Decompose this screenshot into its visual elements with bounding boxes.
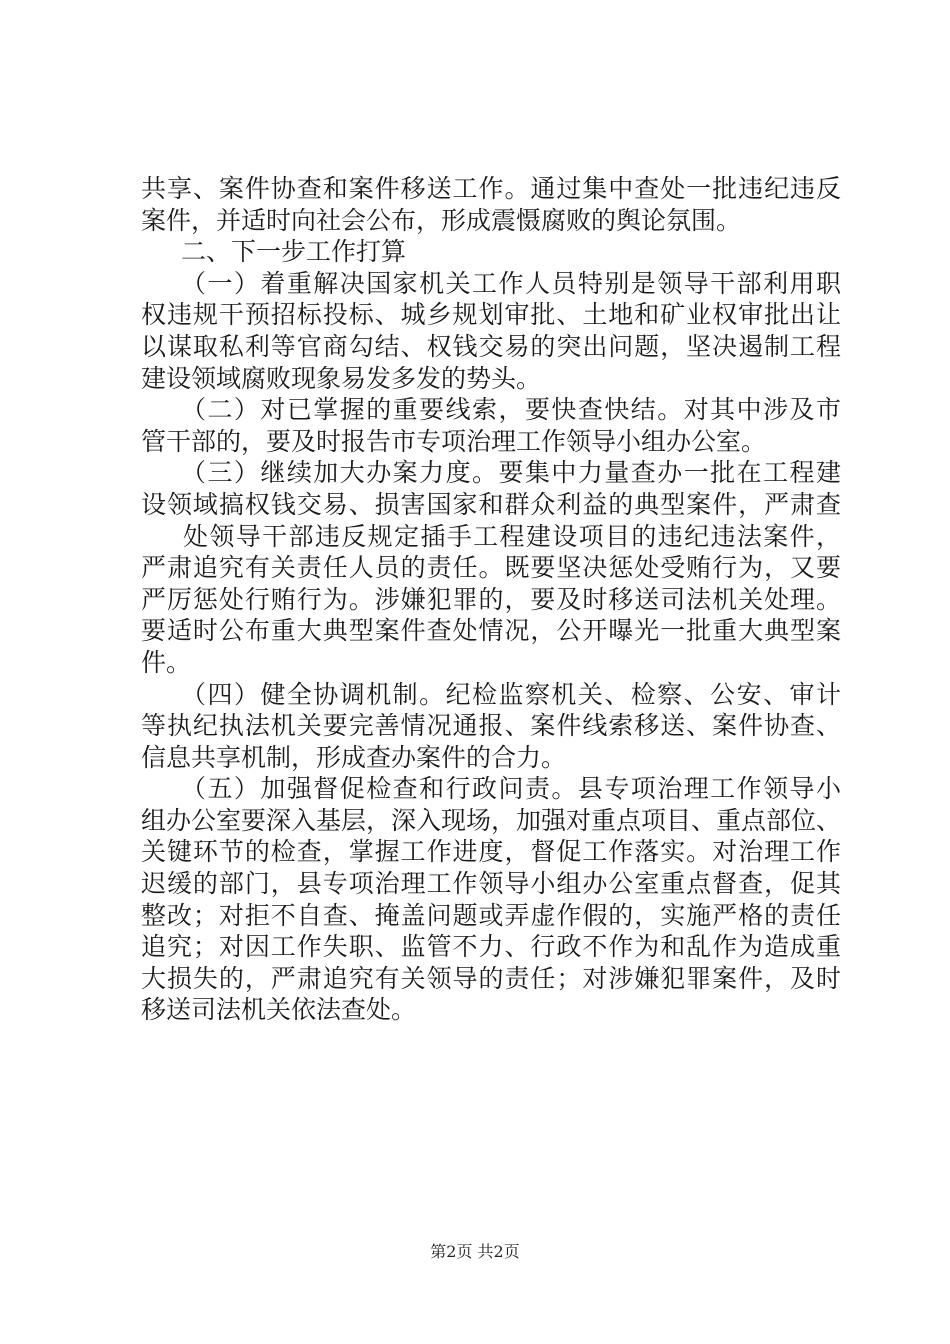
section-heading: 二、下一步工作打算 <box>181 237 407 267</box>
text-line: 等执纪执法机关要完善情况通报、案件线索移送、案件协查、 <box>141 711 841 741</box>
text-line: 严厉惩处行贿行为。涉嫌犯罪的，要及时移送司法机关处理。 <box>141 584 841 614</box>
text-line: 权违规干预招标投标、城乡规划审批、土地和矿业权审批出让 <box>141 300 841 330</box>
text-line: 追究；对因工作失职、监管不力、行政不作为和乱作为造成重 <box>141 932 841 962</box>
text-line: 严肃追究有关责任人员的责任。既要坚决惩处受贿行为，又要 <box>141 553 841 583</box>
text-line: 案件，并适时向社会公布，形成震慑腐败的舆论氛围。 <box>141 205 742 235</box>
text-line: 件。 <box>141 647 192 677</box>
text-line: 移送司法机关依法查处。 <box>141 995 417 1025</box>
text-line: （五）加强督促检查和行政问责。县专项治理工作领导小 <box>181 774 841 804</box>
text-line: 管干部的，要及时报告市专项治理工作领导小组办公室。 <box>141 426 767 456</box>
text-line: （二）对已掌握的重要线索，要快查快结。对其中涉及市 <box>181 395 841 425</box>
text-line: 关键环节的检查，掌握工作进度，督促工作落实。对治理工作 <box>141 837 841 867</box>
text-line: 迟缓的部门，县专项治理工作领导小组办公室重点督查，促其 <box>141 869 841 899</box>
text-line: （一）着重解决国家机关工作人员特别是领导干部利用职 <box>181 268 841 298</box>
text-line: 共享、案件协查和案件移送工作。通过集中查处一批违纪违反 <box>141 174 841 203</box>
text-line: 组办公室要深入基层，深入现场，加强对重点项目、重点部位、 <box>141 805 842 835</box>
text-line: 大损失的，严肃追究有关领导的责任；对涉嫌犯罪案件，及时 <box>141 963 841 993</box>
text-line: 处领导干部违反规定插手工程建设项目的违纪违法案件， <box>183 521 841 551</box>
text-line: 建设领域腐败现象易发多发的势头。 <box>141 363 542 393</box>
text-line: 信息共享机制，形成查办案件的合力。 <box>141 742 567 772</box>
document-body <box>141 173 841 1026</box>
text-line: 设领域搞权钱交易、损害国家和群众利益的典型案件，严肃查 <box>141 489 841 519</box>
text-line: 要适时公布重大典型案件查处情况，公开曝光一批重大典型案 <box>141 616 841 646</box>
text-line: 以谋取私利等官商勾结、权钱交易的突出问题，坚决遏制工程 <box>141 331 841 361</box>
text-line: 整改；对拒不自查、掩盖问题或弄虚作假的，实施严格的责任 <box>141 900 841 930</box>
text-line: （三）继续加大办案力度。要集中力量查办一批在工程建 <box>181 458 841 488</box>
page-number-footer: 第2页 共2页 <box>430 1242 520 1261</box>
text-line: （四）健全协调机制。纪检监察机关、检察、公安、审计 <box>181 679 841 709</box>
